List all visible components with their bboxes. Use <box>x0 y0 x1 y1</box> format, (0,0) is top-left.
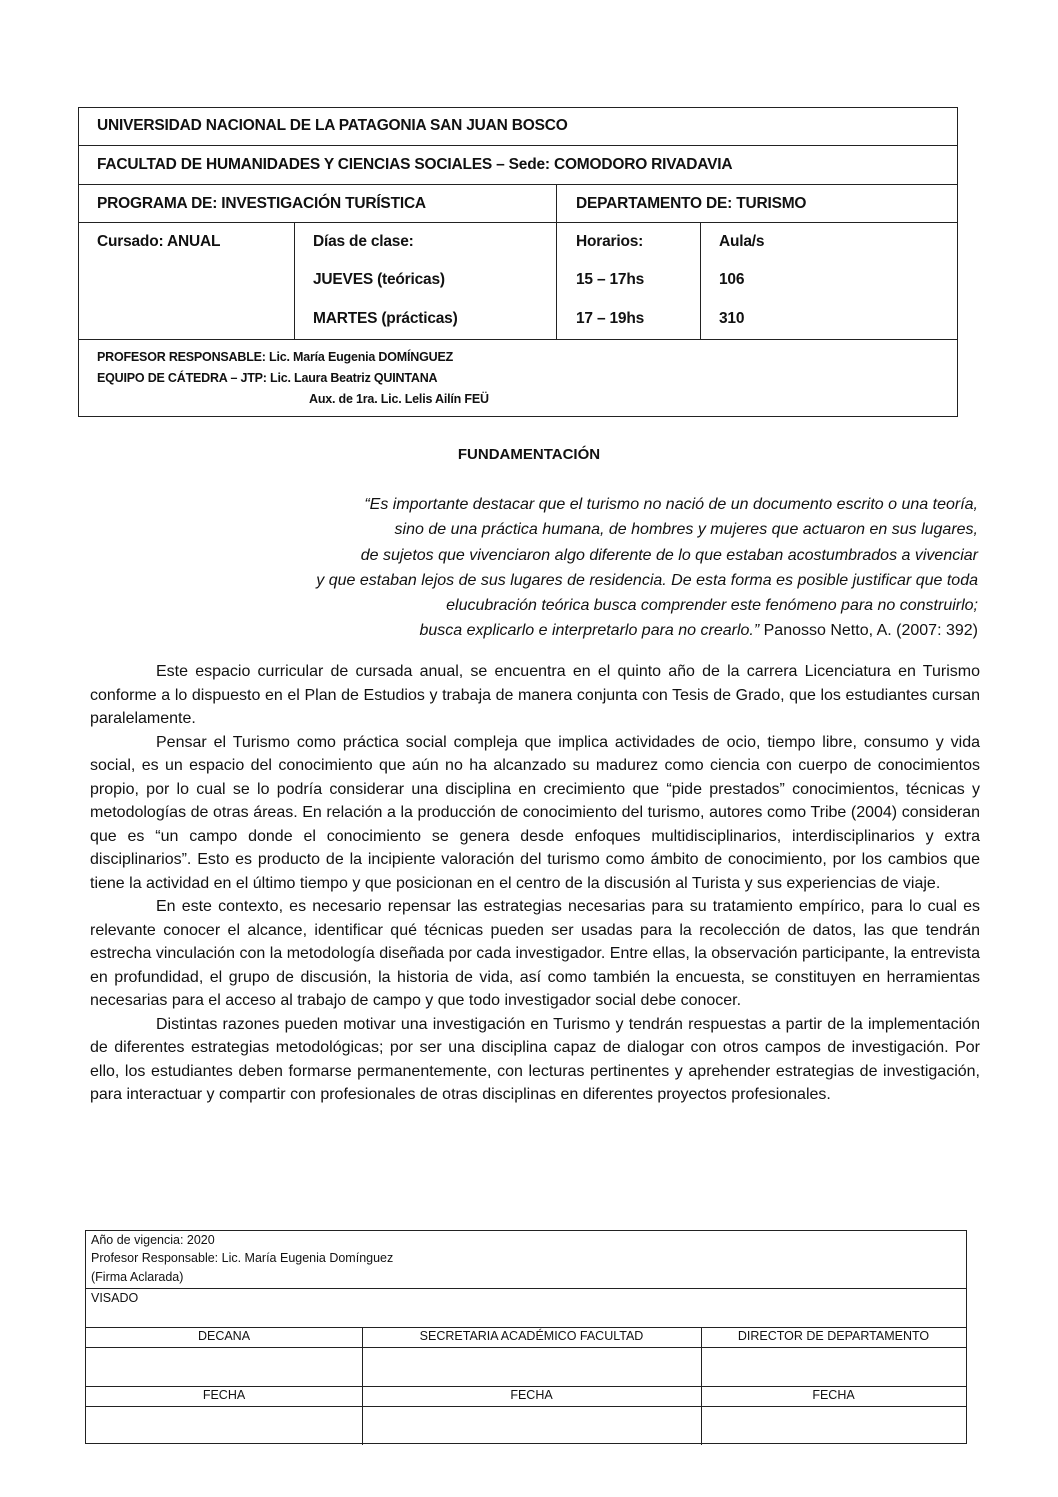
approval-table <box>85 1230 967 1444</box>
faculty-name: FACULTAD DE HUMANIDADES Y CIENCIAS SOCIALES – Sede: COMODORO RIVADAVIA <box>97 156 733 173</box>
fecha-label: FECHA <box>202 1388 246 1402</box>
row-divider <box>86 1347 966 1348</box>
col-divider <box>700 222 701 339</box>
section-title: FUNDAMENTACIÓN <box>457 446 601 463</box>
quote-line: “Es importante destacar que el turismo no nació de un documento escrito o una teoría, <box>364 496 978 513</box>
program-name: PROGRAMA DE: INVESTIGACIÓN TURÍSTICA <box>97 195 426 212</box>
quote-line: busca explicarlo e interpretarlo para no crearlo.” <box>419 622 760 640</box>
row-divider <box>79 145 957 146</box>
quote-line: sino de una práctica humana, de hombres y mujeres que actuaron en sus lugares, <box>394 521 978 539</box>
col-divider <box>294 222 295 339</box>
col-divider <box>362 1327 363 1445</box>
profesor-responsable: PROFESOR RESPONSABLE: Lic. María Eugenia DOMÍNGUEZ <box>97 350 454 364</box>
fecha-label: FECHA <box>510 1388 553 1402</box>
paragraph: Pensar el Turismo como práctica social compleja que implica actividades de ocio, tiempo libre, consumo y vida social, es un espacio del conocimiento que aún no ha alcanzado su madurez como ciencia con cuerpo de conocimientos propio, por lo cual se lo podría considerar una disciplina en crecimiento que “pide prestados” conocimientos, técnicas y metodologías de otras áreas. En relación a la producción de conocimiento del turismo, autores como Tribe (2004) consideran que es “un campo donde el conocimiento se genera desde enfoques multidisciplinarios, interdisciplinarios y extra disciplinarios”. Esto es producto de la incipiente valoración del turismo como ámbito de conocimiento, por los cambios que tiene la actividad en el último tiempo y que posicionan en el centro de la discusión al Turista y sus experiencias de viaje. <box>90 733 980 892</box>
header-table <box>78 107 958 417</box>
firma-aclarada: (Firma Aclarada) <box>91 1270 184 1284</box>
fecha-label: FECHA <box>812 1388 855 1402</box>
schedule-day: JUEVES (teóricas) <box>313 271 445 288</box>
row-divider <box>86 1386 966 1387</box>
paragraph: Este espacio curricular de cursada anual, se encuentra en el quinto año de la carrera Licenciatura en Turismo conforme a lo dispuesto en el Plan de Estudios y trabaja de manera conjunta con Tesis de Grado, que los estudiantes cursan paralelamente. <box>90 663 980 727</box>
auxiliar: Aux. de 1ra. Lic. Lelis Ailín FEÜ <box>309 392 489 406</box>
profesor-responsable: Profesor Responsable: Lic. María Eugenia Domínguez <box>91 1251 394 1265</box>
university-name: UNIVERSIDAD NACIONAL DE LA PATAGONIA SAN JUAN BOSCO <box>97 117 568 134</box>
quote-line: elucubración teórica busca comprender este fenómeno para no construirlo; <box>446 597 978 615</box>
schedule-day: MARTES (prácticas) <box>313 310 458 327</box>
aulas-label: Aula/s <box>719 233 765 250</box>
column-secretaria: SECRETARIA ACADÉMICO FACULTAD <box>419 1329 644 1343</box>
schedule-time: 15 – 17hs <box>576 271 645 288</box>
col-divider <box>701 1327 702 1445</box>
quote-line: de sujetos que vivenciaron algo diferente de lo que estaban acostumbrados a vivenciar <box>360 546 978 564</box>
row-divider <box>79 184 957 185</box>
equipo-catedra: EQUIPO DE CÁTEDRA – JTP: Lic. Laura Beatriz QUINTANA <box>97 371 438 385</box>
schedule-room: 106 <box>719 271 745 288</box>
epigraph-quote <box>178 492 978 644</box>
row-divider <box>79 339 957 340</box>
schedule-time: 17 – 19hs <box>576 310 645 327</box>
quote-citation: Panosso Netto, A. (2007: 392) <box>759 622 978 640</box>
row-divider <box>86 1406 966 1407</box>
horarios-label: Horarios: <box>576 233 644 250</box>
row-divider <box>79 222 957 223</box>
schedule-room: 310 <box>719 310 745 327</box>
column-director: DIRECTOR DE DEPARTAMENTO <box>737 1329 930 1343</box>
column-decana: DECANA <box>197 1329 251 1343</box>
row-divider <box>86 1288 966 1289</box>
col-divider <box>556 184 557 339</box>
quote-line-last <box>178 618 978 643</box>
cursado-label: Cursado: ANUAL <box>97 233 221 250</box>
quote-line: y que estaban lejos de sus lugares de residencia. De esta forma es posible justificar que toda <box>316 571 978 589</box>
row-divider <box>86 1327 966 1328</box>
body-text <box>90 660 980 1107</box>
visado-label: VISADO <box>91 1291 139 1305</box>
paragraph: Distintas razones pueden motivar una investigación en Turismo y tendrán respuestas a partir de la implementación de diferentes estrategias metodológicas; por ser una disciplina capaz de dialogar con otros campos de investigación. Por ello, los estudiantes deben formarse permanentemente, con lecturas pertinentes y aprehender estrategias de investigación, para interactuar y compartir con profesionales de otras disciplinas en diferentes proyectos profesionales. <box>90 1015 980 1103</box>
paragraph: En este contexto, es necesario repensar las estrategias necesarias para su tratamiento empírico, para lo cual es relevante conocer el alcance, identificar qué técnicas pueden ser usadas para la recolección de datos, las que tendrán estrecha vinculación con la metodología diseñada por cada investigador. Entre ellas, la observación participante, la entrevista en profundidad, el grupo de discusión, la historia de vida, así como también la encuesta, se constituyen en herramientas necesarias para el acceso al trabajo de campo y que todo investigador social debe conocer. <box>90 898 980 1009</box>
dias-label: Días de clase: <box>313 233 414 250</box>
department-name: DEPARTAMENTO DE: TURISMO <box>576 195 807 212</box>
vigencia: Año de vigencia: 2020 <box>91 1233 215 1247</box>
